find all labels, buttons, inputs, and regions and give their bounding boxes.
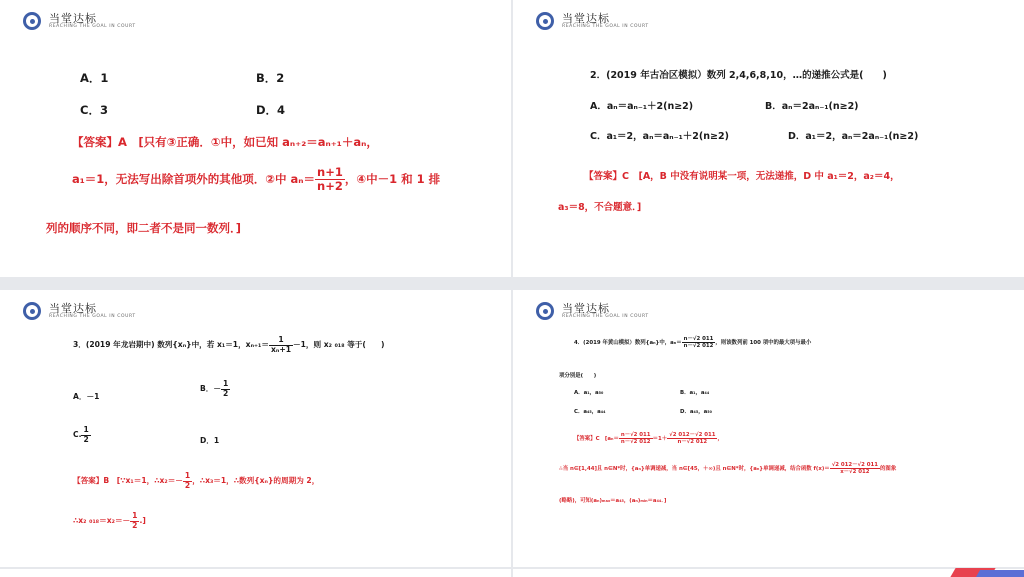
answer-line-3: (略略)，可知(aₙ)ₘₐₓ＝a₄₅，(aₙ)ₘᵢₙ＝a₄₄．]	[559, 498, 667, 504]
answer-tail: .]	[139, 516, 146, 526]
question-text: 3．(2019 年龙岩期中) 数列{xₙ}中，若 x₁＝1，xₙ₊₁＝	[73, 340, 269, 350]
target-logo-icon	[23, 12, 41, 30]
question-4	[574, 336, 811, 349]
slide-6-edge	[513, 569, 1024, 577]
fraction-numerator: 1	[269, 336, 293, 346]
fraction-denominator: 2	[222, 388, 229, 398]
option-c	[73, 426, 91, 444]
answer-text: ∴当 n∈[1,44]且 n∈N*时，{aₙ}单调递减，当 n∈[45，＋∞)且 n∈N*时，{aₙ}单调递减，结合函数 f(x)＝	[559, 466, 830, 473]
option-b: B．a₁，a₄₄	[680, 390, 710, 396]
answer-line-1	[73, 472, 319, 490]
answer-line-2	[72, 166, 440, 193]
option-d: D．a₁＝2，aₙ＝2aₙ₋₁(n≥2)	[788, 131, 919, 142]
answer-text: ∴x₂ ₀₁₈＝x₂＝－	[73, 516, 131, 526]
option-a: A．a₁，a₅₀	[574, 390, 604, 396]
slide-5-edge	[0, 569, 511, 577]
answer-line-1: 【答案】A [只有③正确．①中，如已知 aₙ₊₂＝aₙ₊₁＋aₙ，	[72, 135, 378, 149]
option-c-label: C.	[73, 430, 82, 440]
slide-1	[0, 0, 511, 277]
option-b: B．aₙ＝2aₙ₋₁(n≥2)	[765, 101, 859, 112]
fraction	[667, 432, 717, 445]
answer-line-2	[73, 512, 146, 530]
answer-line-2: a₃＝8，不合题意．]	[558, 202, 642, 213]
fraction-denominator: 2	[83, 434, 89, 444]
answer-tail: 的图象	[880, 466, 897, 473]
question-2: 2．(2019 年古冶区模拟）数列 2,4,6,8,10，…的递推公式是( )	[590, 70, 887, 81]
fraction	[619, 432, 653, 445]
answer-line-2-text: a₁＝1，无法写出除首项外的其他项．②中 aₙ＝	[72, 172, 316, 187]
option-b	[200, 380, 230, 398]
answer-tail: ，∴x₃＝1，∴数列{xₙ}的周期为 2，	[192, 476, 320, 486]
fraction-numerator: 1	[222, 379, 229, 388]
fraction-denominator: x－√2 012	[840, 469, 870, 476]
answer-line-3: 列的顺序不同，即二者不是同一数列．]	[46, 221, 242, 235]
answer-mid: ＝1＋	[652, 436, 668, 443]
fraction	[269, 336, 293, 354]
header-subtitle: REACHING THE GOAL IN COURT	[49, 24, 136, 29]
fraction-denominator: n－√2 012	[683, 343, 714, 350]
fraction	[315, 166, 345, 193]
option-b-label: B．－	[200, 384, 221, 394]
header-title: 当堂达标	[49, 302, 97, 315]
answer-line-2-tail: ，④中－1 和 1 排	[344, 172, 441, 187]
question-4-line-2: 项分别是( )	[559, 373, 597, 379]
decorative-stripe-blue	[976, 570, 1024, 577]
fraction-numerator: n+1	[317, 165, 343, 179]
option-b: B．2	[256, 71, 285, 85]
question-tail: ，则该数列前 100 项中的最大项与最小	[715, 340, 812, 347]
option-a: A．aₙ＝aₙ₋₁＋2(n≥2)	[590, 101, 694, 112]
target-logo-icon	[536, 302, 554, 320]
fraction	[81, 426, 90, 444]
fraction-denominator: n－√2 012	[620, 439, 651, 446]
header-title: 当堂达标	[562, 12, 610, 25]
answer-text: 【答案】B [∵x₁＝1，∴x₂＝－	[73, 476, 183, 486]
answer-line-1: 【答案】C [A，B 中没有说明某一项，无法递推，D 中 a₁＝2，a₂＝4，	[584, 171, 900, 182]
fraction-denominator: 2	[132, 520, 138, 530]
fraction-denominator: 2	[184, 480, 191, 490]
answer-line-2	[559, 462, 896, 475]
fraction-numerator: √2 012－√2 011	[831, 462, 879, 468]
fraction-numerator: √2 012－√2 011	[669, 432, 716, 438]
fraction-denominator: xₙ+1	[270, 344, 291, 354]
fraction	[183, 472, 192, 490]
option-d: D．4	[256, 103, 286, 117]
header-subtitle: REACHING THE GOAL IN COURT	[562, 24, 649, 29]
option-d: D．a₄₅，a₅₀	[680, 409, 712, 415]
option-c: C．a₁＝2，aₙ＝aₙ₋₁＋2(n≥2)	[590, 131, 729, 142]
answer-tail: ，	[717, 436, 723, 443]
slide-3	[0, 290, 511, 567]
header-subtitle: REACHING THE GOAL IN COURT	[562, 314, 649, 319]
header-subtitle: REACHING THE GOAL IN COURT	[49, 314, 136, 319]
answer-line-1	[574, 432, 723, 445]
target-logo-icon	[536, 12, 554, 30]
option-d: D．1	[200, 436, 220, 445]
fraction-numerator: 1	[83, 425, 89, 434]
fraction-denominator: n－√2 012	[677, 439, 708, 446]
fraction-numerator: 1	[184, 471, 191, 480]
option-a: A．1	[80, 71, 109, 85]
target-logo-icon	[23, 302, 41, 320]
question-tail: －1，则 x₂ ₀₁₈ 等于( )	[293, 340, 385, 350]
option-c: C．3	[80, 103, 108, 117]
fraction	[682, 336, 716, 349]
question-text: 4．(2019 年黄山模拟）数列{aₙ}中，aₙ＝	[574, 340, 682, 347]
header-title: 当堂达标	[562, 302, 610, 315]
slide-2	[513, 0, 1024, 277]
fraction-numerator: 1	[132, 511, 138, 520]
fraction-numerator: n－√2 011	[683, 336, 714, 342]
header-title: 当堂达标	[49, 12, 97, 25]
fraction-numerator: n－√2 011	[620, 432, 651, 438]
option-a: A．－1	[73, 392, 100, 401]
slide-4	[513, 290, 1024, 567]
fraction	[830, 462, 880, 475]
fraction	[221, 380, 230, 398]
question-3	[73, 336, 385, 354]
fraction-denominator: n+2	[317, 179, 343, 194]
answer-text: 【答案】C [aₙ＝	[574, 436, 619, 443]
option-c: C．a₄₅，a₄₄	[574, 409, 606, 415]
